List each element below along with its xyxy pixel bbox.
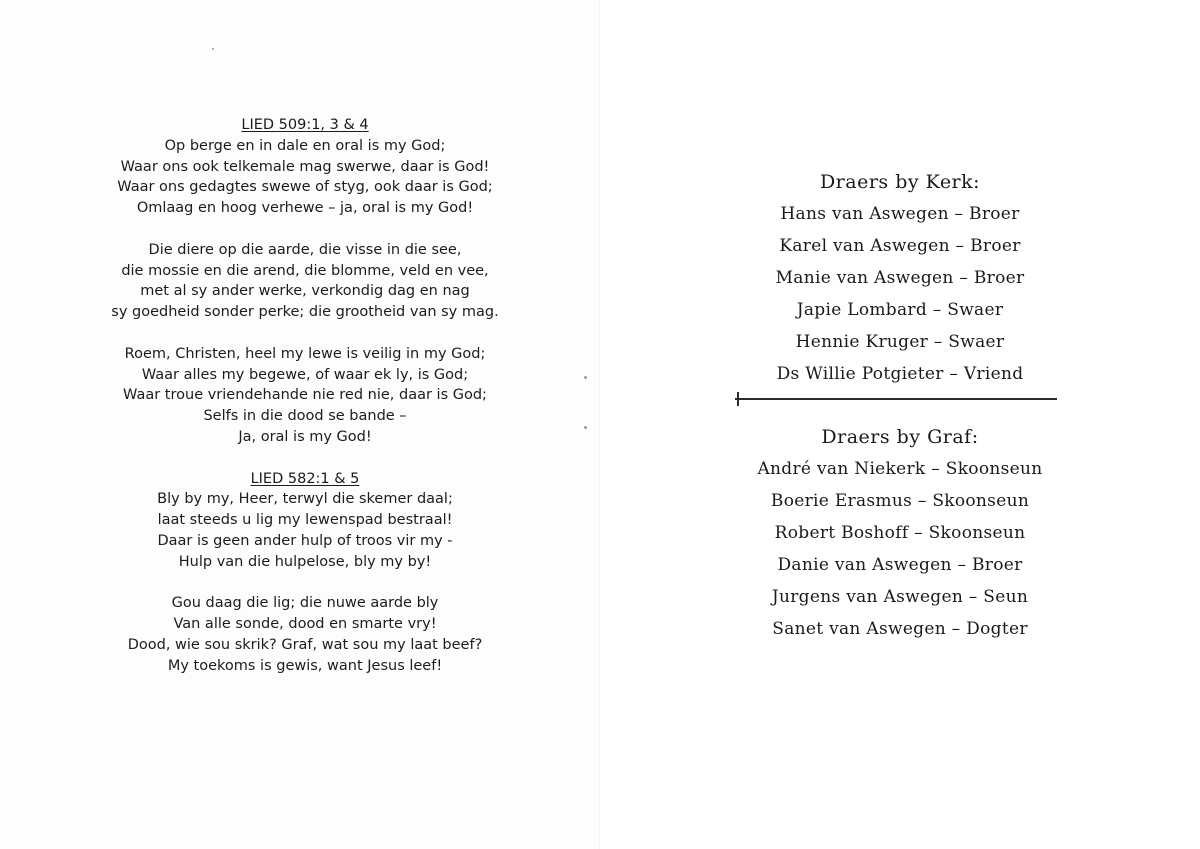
grave-bearers-title: Draers by Graf: — [821, 426, 979, 448]
hymn-stanza — [20, 240, 590, 323]
hymn-column — [20, 115, 590, 677]
bearer-name: Hans van Aswegen – Broer — [780, 204, 1020, 224]
bearer-name: Boerie Erasmus – Skoonseun — [770, 491, 1030, 511]
hymn-line: Roem, Christen, heel my lewe is veilig in my God; — [124, 345, 486, 362]
hymn-stanza — [20, 593, 590, 676]
hymn-line: laat steeds u lig my lewenspad bestraal! — [157, 512, 453, 529]
hymn-title: LIED 582:1 & 5 — [250, 470, 360, 487]
hymn-line: Omlaag en hoog verhewe – ja, oral is my God! — [136, 200, 474, 217]
hymn-line: Hulp van die hulpelose, bly my by! — [178, 553, 432, 570]
church-bearers-section — [700, 166, 1100, 390]
paper-speck — [212, 48, 214, 50]
hymn-line: Gou daag die lig; die nuwe aarde bly — [171, 595, 439, 612]
hymn-line: Die diere op die aarde, die visse in die see, — [148, 241, 462, 258]
bearer-name: Sanet van Aswegen – Dogter — [772, 619, 1028, 639]
hymn-line: die mossie en die arend, die blomme, veld en vee, — [121, 262, 489, 279]
hymn-509 — [20, 115, 590, 448]
hymn-line: Selfs in die dood se bande – — [203, 408, 407, 425]
bearer-name: Ds Willie Potgieter – Vriend — [776, 364, 1024, 384]
bearer-name: Manie van Aswegen – Broer — [775, 268, 1025, 288]
hymn-stanza — [20, 136, 590, 219]
hymn-line: Waar troue vriendehande nie red nie, daar is God; — [123, 387, 487, 404]
bearer-name: André van Niekerk – Skoonseun — [757, 459, 1043, 479]
hymn-line: Daar is geen ander hulp of troos vir my - — [157, 532, 453, 549]
hymn-stanza — [20, 344, 590, 448]
hymn-line: Waar alles my begewe, of waar ek ly, is God; — [141, 366, 469, 383]
hymn-line: Ja, oral is my God! — [238, 428, 372, 445]
paper-speck — [584, 426, 587, 429]
grave-bearers-section — [700, 421, 1100, 645]
hymn-title: LIED 509:1, 3 & 4 — [241, 117, 369, 133]
hymn-line: Van alle sonde, dood en smarte vry! — [173, 616, 437, 633]
hymn-line: met al sy ander werke, verkondig dag en nag — [140, 283, 470, 300]
hymn-line: Op berge en in dale en oral is my God; — [164, 137, 446, 154]
bearer-name: Danie van Aswegen – Broer — [777, 555, 1023, 575]
hymn-582 — [20, 469, 590, 677]
church-bearers-title: Draers by Kerk: — [819, 171, 981, 193]
divider-tick — [737, 392, 739, 406]
hymn-line: Bly by my, Heer, terwyl die skemer daal; — [157, 491, 453, 508]
bearer-name: Jurgens van Aswegen – Seun — [771, 587, 1029, 607]
bearer-name: Hennie Kruger – Swaer — [795, 332, 1005, 352]
hymn-line: Waar ons gedagtes swewe of styg, ook daar is God; — [117, 179, 493, 196]
bearer-name: Japie Lombard – Swaer — [796, 300, 1004, 320]
bearer-name: Robert Boshoff – Skoonseun — [774, 523, 1026, 543]
hymn-line: My toekoms is gewis, want Jesus leef! — [167, 657, 443, 674]
bearer-name: Karel van Aswegen – Broer — [779, 236, 1021, 256]
section-divider — [735, 398, 1057, 400]
paper-speck — [584, 376, 587, 379]
hymn-stanza — [20, 489, 590, 572]
hymn-line: Waar ons ook telkemale mag swerwe, daar is God! — [120, 158, 490, 175]
hymn-line: sy goedheid sonder perke; die grootheid van sy mag. — [111, 304, 499, 321]
hymn-line: Dood, wie sou skrik? Graf, wat sou my laat beef? — [127, 636, 483, 653]
